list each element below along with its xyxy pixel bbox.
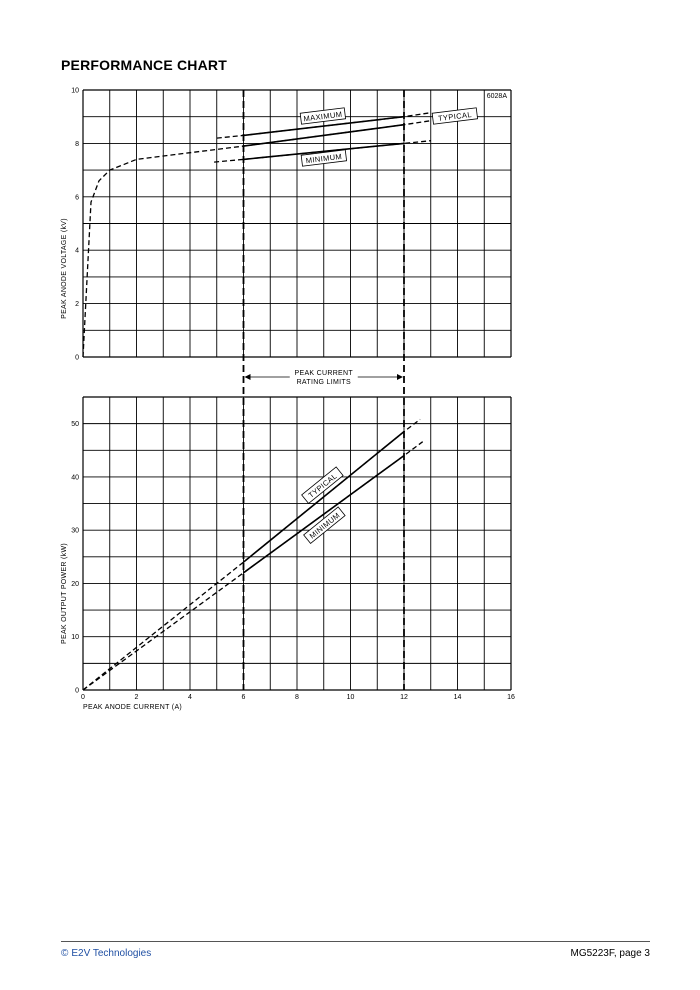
- voltage-tick-label: 8: [75, 140, 79, 148]
- power-tick-label: 20: [71, 580, 79, 588]
- current-tick-label: 14: [453, 694, 462, 701]
- figure-code: 6028A: [486, 93, 507, 100]
- label-maximum: [300, 108, 345, 124]
- voltage-typical-extension: [83, 121, 431, 357]
- x-axis-label-current: PEAK ANODE CURRENT (A): [83, 704, 183, 711]
- label-typical-voltage: [432, 108, 477, 124]
- power-tick-label: 50: [71, 421, 79, 429]
- footer-divider: [61, 941, 650, 942]
- y-axis-label-voltage: PEAK ANODE VOLTAGE (kV): [61, 218, 68, 319]
- current-tick-label: 8: [295, 694, 299, 701]
- power-tick-label: 10: [71, 634, 79, 642]
- current-tick-label: 2: [134, 694, 139, 701]
- voltage-tick-label: 10: [71, 87, 79, 95]
- label-typical-power-text: TYPICAL: [306, 471, 339, 500]
- power-tick-label: 30: [71, 527, 79, 535]
- limits-arrow-left: [245, 374, 251, 380]
- bottom-grid: [83, 397, 511, 690]
- top-grid: [83, 90, 511, 357]
- current-tick-label: 12: [400, 694, 408, 701]
- footer-page-ref: MG5223F, page 3: [570, 948, 650, 959]
- limits-label-line1: PEAK CURRENT: [294, 370, 353, 377]
- limits-arrow-right: [397, 374, 403, 380]
- power-tick-label: 0: [75, 687, 79, 695]
- limits-label-line2: RATING LIMITS: [296, 379, 351, 386]
- power-tick-label: 40: [71, 474, 79, 482]
- voltage-tick-label: 4: [75, 247, 79, 255]
- copyright-icon: ©: [61, 948, 69, 959]
- footer-company-name: E2V Technologies: [71, 948, 152, 959]
- label-typical-voltage-text: TYPICAL: [437, 109, 473, 124]
- current-tick-label: 6: [241, 694, 246, 701]
- label-minimum-power-text: MINIMUM: [307, 510, 342, 541]
- current-tick-label: 0: [81, 694, 85, 701]
- footer-company: [61, 948, 151, 959]
- current-tick-label: 4: [188, 694, 192, 701]
- label-minimum-voltage-text: MINIMUM: [305, 151, 343, 166]
- label-maximum-text: MAXIMUM: [303, 109, 343, 124]
- y-axis-label-power: PEAK OUTPUT POWER (kW): [61, 543, 68, 644]
- voltage-tick-label: 6: [75, 194, 79, 202]
- page-title: PERFORMANCE CHART: [61, 57, 227, 73]
- voltage-tick-label: 2: [75, 301, 79, 309]
- voltage-tick-label: 0: [75, 354, 79, 362]
- current-tick-label: 16: [507, 694, 515, 701]
- current-tick-label: 10: [346, 694, 355, 701]
